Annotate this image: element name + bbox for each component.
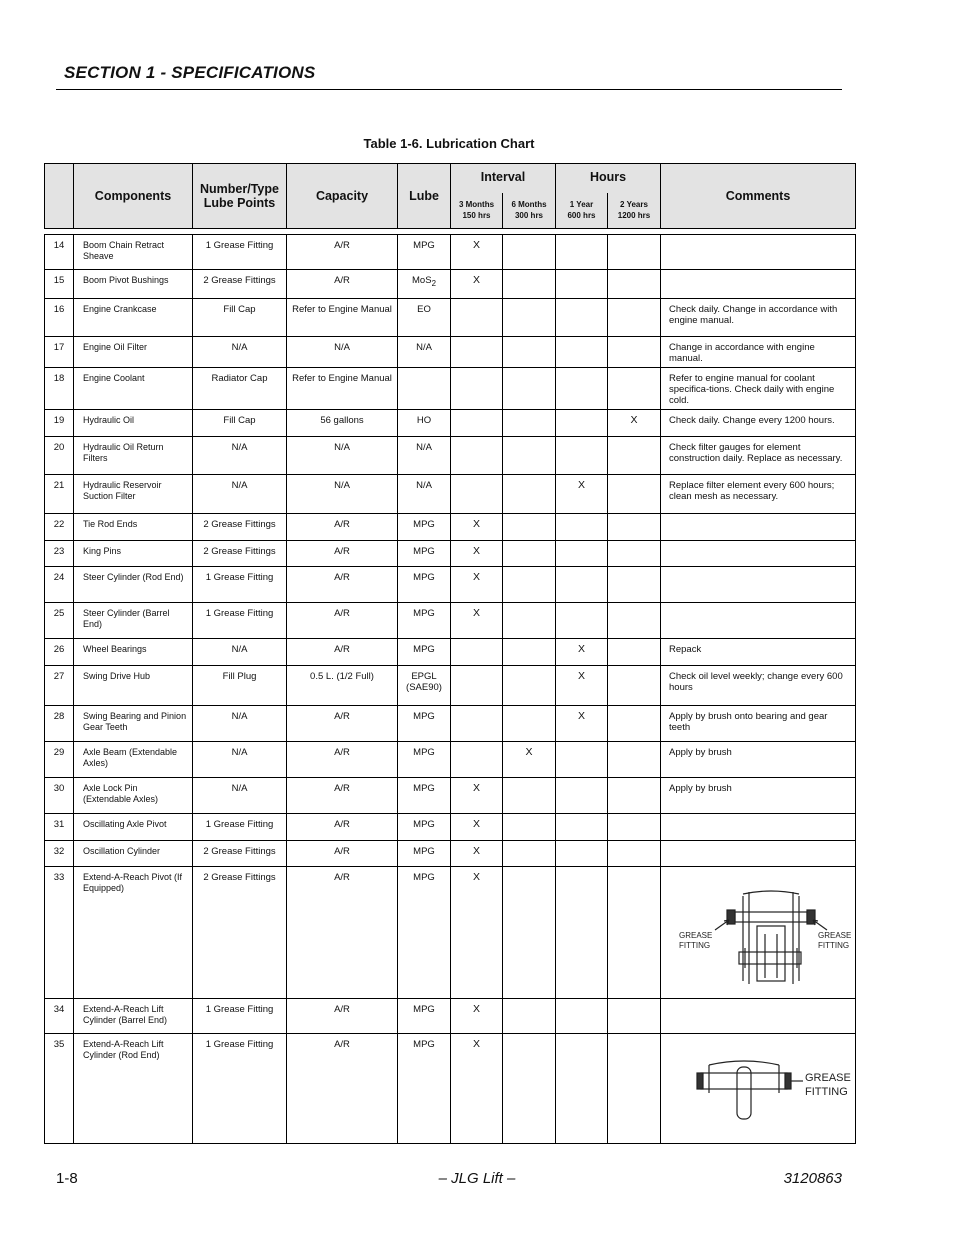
figure-label: FITTING (818, 941, 850, 950)
interval-2-years (608, 270, 661, 299)
component-name: Oscillating Axle Pivot (74, 814, 193, 841)
row-number: 15 (45, 270, 74, 299)
lube-type: MPG (398, 235, 451, 270)
component-name: Extend-A-Reach Lift Cylinder (Rod End) (74, 1034, 193, 1144)
component-name: Engine Coolant (74, 368, 193, 410)
comments (661, 814, 856, 841)
interval-6-months (503, 567, 556, 603)
lube-type (398, 270, 451, 299)
table-row (45, 299, 856, 337)
comments: Refer to engine manual for coolant specifica-tions. Check daily with engine cold. (661, 368, 856, 410)
table-row (45, 541, 856, 567)
interval-2-years (608, 514, 661, 541)
lube-points: 2 Grease Fittings (193, 841, 287, 867)
comments: Change in accordance with engine manual. (661, 337, 856, 368)
comments: Apply by brush (661, 742, 856, 778)
row-number: 24 (45, 567, 74, 603)
interval-6-months (503, 235, 556, 270)
lube-points: 1 Grease Fitting (193, 999, 287, 1034)
lube-type: N/A (398, 337, 451, 368)
figure-label: FITTING (679, 941, 711, 950)
table-row (45, 270, 856, 299)
interval-6-months (503, 666, 556, 706)
interval-1-year (556, 514, 608, 541)
component-name: Swing Drive Hub (74, 666, 193, 706)
row-number: 22 (45, 514, 74, 541)
header-1-year-b: 600 hrs (567, 211, 596, 220)
interval-2-years (608, 299, 661, 337)
header-capacity: Capacity (287, 164, 398, 229)
lube-points: N/A (193, 437, 287, 475)
interval-2-years (608, 567, 661, 603)
interval-6-months (503, 437, 556, 475)
interval-6-months (503, 475, 556, 514)
row-number: 26 (45, 639, 74, 666)
interval-2-years (608, 814, 661, 841)
capacity: A/R (287, 270, 398, 299)
page-number: 1-8 (56, 1170, 78, 1187)
interval-2-years (608, 1034, 661, 1144)
interval-6-months (503, 778, 556, 814)
row-number: 16 (45, 299, 74, 337)
lube-points: 2 Grease Fittings (193, 270, 287, 299)
table-row (45, 410, 856, 437)
row-number: 34 (45, 999, 74, 1034)
interval-2-years (608, 603, 661, 639)
component-name: Steer Cylinder (Barrel End) (74, 603, 193, 639)
interval-2-years (608, 639, 661, 666)
interval-2-years: X (608, 410, 661, 437)
footer-center: – JLG Lift – (438, 1170, 516, 1187)
interval-3-months: X (451, 270, 503, 299)
lube-points: 1 Grease Fitting (193, 603, 287, 639)
comments (661, 603, 856, 639)
table-row (45, 475, 856, 514)
lube-type (398, 368, 451, 410)
component-name: Hydraulic Oil (74, 410, 193, 437)
interval-2-years (608, 742, 661, 778)
lube-type: MPG (398, 1034, 451, 1144)
lube-points: 2 Grease Fittings (193, 514, 287, 541)
capacity: A/R (287, 514, 398, 541)
comments: Apply by brush (661, 778, 856, 814)
interval-3-months: X (451, 235, 503, 270)
lube-type: HO (398, 410, 451, 437)
header-lube-points (193, 164, 287, 229)
lube-type: MPG (398, 867, 451, 999)
interval-6-months (503, 999, 556, 1034)
table-row (45, 778, 856, 814)
interval-6-months (503, 299, 556, 337)
row-number: 30 (45, 778, 74, 814)
lube-type: MPG (398, 603, 451, 639)
table-header (45, 164, 856, 235)
interval-1-year (556, 1034, 608, 1144)
header-hours: Hours (556, 164, 661, 194)
interval-1-year (556, 235, 608, 270)
interval-6-months (503, 1034, 556, 1144)
row-number: 23 (45, 541, 74, 567)
lube-type: MPG (398, 514, 451, 541)
row-number: 35 (45, 1034, 74, 1144)
lube-type: MPG (398, 742, 451, 778)
capacity: A/R (287, 778, 398, 814)
lube-points: N/A (193, 639, 287, 666)
lube-type: MPG (398, 999, 451, 1034)
lube-type: N/A (398, 475, 451, 514)
header-3-months-a: 3 Months (458, 200, 495, 209)
row-number: 25 (45, 603, 74, 639)
row-number: 28 (45, 706, 74, 742)
interval-1-year: X (556, 706, 608, 742)
header-3-months-b: 150 hrs (462, 211, 491, 220)
table-row (45, 639, 856, 666)
lube-points: Fill Cap (193, 410, 287, 437)
interval-2-years (608, 841, 661, 867)
component-name: Tie Rod Ends (74, 514, 193, 541)
table-row (45, 841, 856, 867)
component-name: Extend-A-Reach Lift Cylinder (Barrel End) (74, 999, 193, 1034)
interval-2-years (608, 235, 661, 270)
component-name: Engine Oil Filter (74, 337, 193, 368)
capacity: N/A (287, 337, 398, 368)
lube-points: N/A (193, 475, 287, 514)
interval-2-years (608, 368, 661, 410)
capacity: N/A (287, 437, 398, 475)
row-number: 20 (45, 437, 74, 475)
comments: Check daily. Change in accordance with engine manual. (661, 299, 856, 337)
component-name: Wheel Bearings (74, 639, 193, 666)
interval-6-months: X (503, 742, 556, 778)
figure-label: FITTING (805, 1086, 848, 1098)
lube-points: N/A (193, 706, 287, 742)
capacity: A/R (287, 1034, 398, 1144)
row-number: 32 (45, 841, 74, 867)
lube-points: Radiator Cap (193, 368, 287, 410)
interval-6-months (503, 368, 556, 410)
capacity: A/R (287, 999, 398, 1034)
table-row (45, 742, 856, 778)
row-number: 33 (45, 867, 74, 999)
capacity: A/R (287, 603, 398, 639)
header-number (45, 164, 74, 229)
capacity: A/R (287, 639, 398, 666)
interval-3-months (451, 299, 503, 337)
figure-label: GREASE (679, 931, 713, 940)
comments (661, 541, 856, 567)
figure-label: GREASE (818, 931, 852, 940)
interval-1-year: X (556, 666, 608, 706)
component-name: Steer Cylinder (Rod End) (74, 567, 193, 603)
component-name: Hydraulic Reservoir Suction Filter (74, 475, 193, 514)
doc-number: 3120863 (783, 1170, 842, 1187)
comments (661, 270, 856, 299)
table-body (45, 235, 856, 1144)
interval-1-year (556, 778, 608, 814)
interval-1-year (556, 999, 608, 1034)
row-number: 27 (45, 666, 74, 706)
lube-formula-subscript: 2 (431, 278, 436, 288)
component-name: Boom Pivot Bushings (74, 270, 193, 299)
comments: Apply by brush onto bearing and gear teeth (661, 706, 856, 742)
interval-2-years (608, 337, 661, 368)
component-name: Boom Chain Retract Sheave (74, 235, 193, 270)
comments (661, 867, 856, 999)
lube-type: EO (398, 299, 451, 337)
table-row (45, 666, 856, 706)
interval-3-months: X (451, 999, 503, 1034)
header-2-years-b: 1200 hrs (617, 211, 651, 220)
interval-3-months (451, 368, 503, 410)
lube-type: EPGL (SAE90) (398, 666, 451, 706)
header-1-year-a: 1 Year (569, 200, 594, 209)
interval-2-years (608, 706, 661, 742)
lube-points: 1 Grease Fitting (193, 1034, 287, 1144)
interval-2-years (608, 778, 661, 814)
interval-3-months (451, 437, 503, 475)
comments (661, 841, 856, 867)
interval-6-months (503, 514, 556, 541)
comments: Repack (661, 639, 856, 666)
lube-type: MPG (398, 706, 451, 742)
component-name: Extend-A-Reach Pivot (If Equipped) (74, 867, 193, 999)
component-name: Engine Crankcase (74, 299, 193, 337)
row-number: 31 (45, 814, 74, 841)
interval-3-months: X (451, 541, 503, 567)
interval-3-months: X (451, 603, 503, 639)
lube-type: MPG (398, 841, 451, 867)
capacity: N/A (287, 475, 398, 514)
lube-points: Fill Cap (193, 299, 287, 337)
lube-type: MPG (398, 541, 451, 567)
row-number: 19 (45, 410, 74, 437)
interval-2-years (608, 475, 661, 514)
capacity: 56 gallons (287, 410, 398, 437)
comments: Check oil level weekly; change every 600 hours (661, 666, 856, 706)
component-name: Hydraulic Oil Return Filters (74, 437, 193, 475)
capacity: A/R (287, 841, 398, 867)
header-components: Components (74, 164, 193, 229)
section-rule (56, 89, 842, 90)
lube-points: N/A (193, 778, 287, 814)
interval-1-year: X (556, 475, 608, 514)
capacity: Refer to Engine Manual (287, 368, 398, 410)
capacity: A/R (287, 567, 398, 603)
component-name: Swing Bearing and Pinion Gear Teeth (74, 706, 193, 742)
interval-6-months (503, 867, 556, 999)
interval-1-year (556, 814, 608, 841)
table-row (45, 368, 856, 410)
interval-2-years (608, 999, 661, 1034)
table-row (45, 999, 856, 1034)
interval-3-months (451, 475, 503, 514)
interval-3-months: X (451, 778, 503, 814)
header-2-years-a: 2 Years (620, 200, 648, 209)
row-number: 18 (45, 368, 74, 410)
capacity: A/R (287, 541, 398, 567)
component-name: King Pins (74, 541, 193, 567)
header-interval: Interval (451, 164, 556, 194)
lube-points: 1 Grease Fitting (193, 567, 287, 603)
header-comments: Comments (661, 164, 856, 229)
interval-6-months (503, 410, 556, 437)
capacity: A/R (287, 706, 398, 742)
interval-1-year (556, 541, 608, 567)
interval-1-year (556, 867, 608, 999)
comments (661, 1034, 856, 1144)
table-caption: Table 1-6. Lubrication Chart (363, 136, 535, 151)
interval-3-months (451, 742, 503, 778)
header-lube-points-line2: Lube Points (203, 196, 276, 210)
interval-1-year (556, 410, 608, 437)
table-row (45, 235, 856, 270)
header-6-months-b: 300 hrs (514, 211, 544, 220)
interval-1-year (556, 299, 608, 337)
interval-2-years (608, 437, 661, 475)
capacity: A/R (287, 867, 398, 999)
header-1-year (556, 193, 608, 229)
interval-6-months (503, 337, 556, 368)
header-2-years (608, 193, 661, 229)
interval-1-year (556, 368, 608, 410)
interval-3-months: X (451, 814, 503, 841)
interval-3-months (451, 706, 503, 742)
interval-1-year (556, 603, 608, 639)
interval-1-year (556, 437, 608, 475)
capacity: A/R (287, 742, 398, 778)
capacity: A/R (287, 235, 398, 270)
comments (661, 514, 856, 541)
lube-points: N/A (193, 337, 287, 368)
lube-type: MPG (398, 778, 451, 814)
lube-type: MPG (398, 639, 451, 666)
table-row (45, 337, 856, 368)
lube-formula: MoS (412, 275, 432, 286)
lube-type: MPG (398, 567, 451, 603)
capacity: A/R (287, 814, 398, 841)
interval-6-months (503, 814, 556, 841)
interval-3-months: X (451, 867, 503, 999)
lube-points: 1 Grease Fitting (193, 814, 287, 841)
interval-6-months (503, 603, 556, 639)
interval-3-months: X (451, 1034, 503, 1144)
header-lube-points-line1: Number/Type (200, 182, 279, 196)
interval-3-months: X (451, 514, 503, 541)
figure-label: GREASE (805, 1072, 851, 1084)
interval-3-months (451, 410, 503, 437)
lube-points: 1 Grease Fitting (193, 235, 287, 270)
comments (661, 567, 856, 603)
component-name: Axle Beam (Extendable Axles) (74, 742, 193, 778)
lube-points: Fill Plug (193, 666, 287, 706)
interval-6-months (503, 270, 556, 299)
section-title: SECTION 1 - SPECIFICATIONS (64, 63, 316, 82)
table-row (45, 814, 856, 841)
comments (661, 235, 856, 270)
table-row (45, 603, 856, 639)
lube-points: N/A (193, 742, 287, 778)
interval-3-months (451, 639, 503, 666)
header-6-months-a: 6 Months (511, 200, 547, 209)
interval-3-months (451, 666, 503, 706)
table-row (45, 706, 856, 742)
interval-6-months (503, 706, 556, 742)
comments: Check daily. Change every 1200 hours. (661, 410, 856, 437)
table-row (45, 567, 856, 603)
interval-1-year: X (556, 639, 608, 666)
interval-3-months: X (451, 841, 503, 867)
header-6-months (503, 193, 556, 229)
lube-type: N/A (398, 437, 451, 475)
interval-2-years (608, 541, 661, 567)
header-lube: Lube (398, 164, 451, 229)
component-name: Axle Lock Pin (Extendable Axles) (74, 778, 193, 814)
interval-2-years (608, 867, 661, 999)
row-number: 17 (45, 337, 74, 368)
comments: Check filter gauges for element construction daily. Replace as necessary. (661, 437, 856, 475)
capacity: Refer to Engine Manual (287, 299, 398, 337)
interval-1-year (556, 841, 608, 867)
lube-type: MPG (398, 814, 451, 841)
table-row (45, 867, 856, 999)
interval-6-months (503, 639, 556, 666)
interval-3-months (451, 337, 503, 368)
row-number: 29 (45, 742, 74, 778)
interval-2-years (608, 666, 661, 706)
lube-points: 2 Grease Fittings (193, 867, 287, 999)
interval-1-year (556, 337, 608, 368)
pivot-grease-fitting-figure (675, 886, 855, 991)
interval-6-months (503, 841, 556, 867)
lubrication-table (44, 163, 856, 1144)
comments (661, 999, 856, 1034)
table-row (45, 1034, 856, 1144)
rod-end-grease-fitting-figure (675, 1053, 855, 1123)
interval-1-year (556, 742, 608, 778)
interval-6-months (503, 541, 556, 567)
header-3-months (451, 193, 503, 229)
table-row (45, 514, 856, 541)
component-name: Oscillation Cylinder (74, 841, 193, 867)
row-number: 14 (45, 235, 74, 270)
lube-points: 2 Grease Fittings (193, 541, 287, 567)
capacity: 0.5 L. (1/2 Full) (287, 666, 398, 706)
table-row (45, 437, 856, 475)
row-number: 21 (45, 475, 74, 514)
comments: Replace filter element every 600 hours; clean mesh as necessary. (661, 475, 856, 514)
interval-1-year (556, 270, 608, 299)
interval-1-year (556, 567, 608, 603)
interval-3-months: X (451, 567, 503, 603)
